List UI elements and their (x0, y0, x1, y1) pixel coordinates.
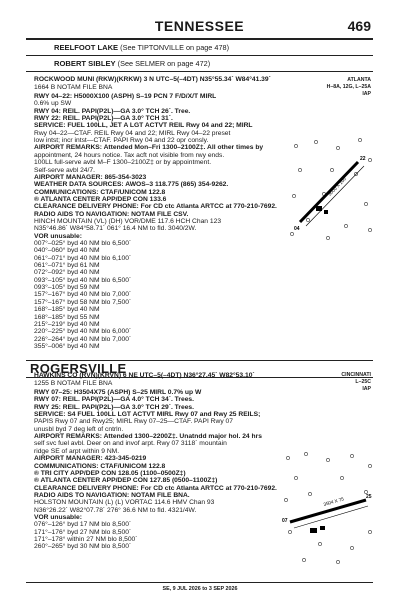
chart-refs-rockwood (327, 77, 371, 99)
info-line: 260°–265° byd 30 NM blo 8,500´ (34, 543, 132, 551)
info-line: HINCH MOUNTAIN (VL) (DH) VOR/DME 117.6 HCH Chan 123 (34, 217, 222, 225)
info-line: 171°–178° within 27 NM blo 8,500´ (34, 536, 138, 543)
info-line: low intst; incr intst—CTAF. PAPI Rwy 04 and 22 opr consly. (34, 137, 209, 145)
chart-ref: H–8A, 12G, L–25A (326, 84, 371, 91)
divider (26, 55, 373, 56)
header-rule (26, 38, 373, 40)
info-line: COMMUNICATIONS: CTAF/UNICOM 122.8 (34, 188, 166, 196)
info-line: WEATHER DATA SOURCES: AWOS–3 118.775 (865) 354-9262. (34, 181, 229, 189)
cross-ref-note: (See TIPTONVILLE on page 478) (120, 43, 230, 52)
state-title: TENNESSEE (154, 18, 245, 34)
info-line: N35°46.86´ W84°58.71´ 061° 16.4 NM to fld. 3040/2W. (34, 225, 197, 233)
cross-ref-name: ROBERT SIBLEY (54, 59, 116, 68)
info-line: 171°–176° byd 27 NM blo 8,500´ (34, 528, 132, 536)
runway-end-label: 22 (360, 156, 366, 162)
info-line: 157°–167° byd 40 NM blo 7,000´ (34, 291, 132, 299)
info-line: N36°26.22´ W82°07.78´ 276° 36.6 NM to fld. 4321/4W. (34, 506, 197, 514)
info-line: COMMUNICATIONS: CTAF/UNICOM 122.8 (34, 462, 166, 470)
info-line: RWY 07–25: H3504X75 (ASPH) S–25 MIRL 0.7% up W (34, 389, 202, 396)
info-line: HOLSTON MOUNTAIN (L) (L) VORTAC 114.6 HMV Chan 93 (34, 499, 215, 507)
cross-ref-robert-sibley[interactable] (54, 59, 210, 68)
info-line: 355°–006° byd 40 NM (34, 342, 100, 350)
info-line: 157°–167° byd 58 NM blo 7,500´ (34, 298, 132, 306)
info-line: SERVICE: FUEL 100LL, JET A LGT ACTVT REIL Rwy 04 and 22; MIRL (34, 122, 253, 130)
footer-rule (26, 582, 373, 583)
info-line: appointment, 24 hours notice. Tax acft not visible from rwy ends. (34, 151, 225, 159)
info-line: 168°–185° byd 40 NM (34, 306, 100, 314)
building (320, 526, 325, 530)
region-label: ATLANTA (347, 77, 371, 83)
info-line: AIRPORT MANAGER: 423-345-0219 (34, 455, 147, 463)
info-line: RWY 04: REIL. PAPI(P2L)—GA 3.0° TCH 26´. Tree. (34, 107, 191, 115)
divider (26, 71, 373, 72)
building (310, 528, 317, 533)
info-line: 093°–105° byd 40 NM blo 6,500´ (34, 276, 132, 284)
info-line: 100LL full-serve avbl M–F 1300–2100Z‡ or by appointment. (34, 159, 212, 167)
info-line: ® ATLANTA CENTER APP/DEP CON 127.85 (0500–1100Z‡) (34, 477, 218, 485)
info-line: 168°–185° byd 55 NM (34, 313, 100, 321)
airport-diagram-hawkins (280, 448, 378, 568)
cross-ref-reelfoot[interactable] (54, 43, 229, 52)
runway-end-label: 04 (294, 226, 300, 232)
info-line: PAPIS Rwy 07 and Rwy25; MIRL Rwy 07–25—CTAF. PAPI Rwy 07 (34, 418, 233, 426)
runway-end-label: 07 (282, 518, 288, 524)
info-line: SERVICE: S4 FUEL 100LL LGT ACTVT MIRL Rwy 07 and Rwy 25 REILS; (34, 411, 261, 419)
info-line: AIRPORT REMARKS: Attended Mon–Fri 1300–2100Z‡. All other times by (34, 144, 264, 152)
airport-elev-hawkins: 1255 B NOTAM FILE BNA (34, 380, 113, 387)
cross-ref-note: (See SELMER on page 472) (117, 59, 211, 68)
info-line: AIRPORT MANAGER: 865-354-3023 (34, 173, 147, 181)
airport-title-rockwood: ROCKWOOD MUNI (RKW)(KRKW) 3 N UTC–5(–4DT) N35°55.34´ W84°41.39´ (34, 76, 271, 83)
runway-dimension-label: 5000 X 100 (327, 176, 348, 197)
info-line: 093°–105° byd 59 NM (34, 284, 100, 292)
taxiway (306, 166, 364, 226)
tree-symbols (284, 452, 371, 563)
airport-elev-rockwood: 1664 B NOTAM FILE BNA (34, 84, 113, 91)
info-line: RWY 04–22: H5000X100 (ASPH) S–19 PCN 7 F/D/X/T MIRL (34, 93, 217, 100)
info-line: RWY 22: REIL. PAPI(P2L)—GA 3.0° TCH 31´. (34, 115, 173, 123)
info-line: 220°–225° byd 40 NM blo 6,000´ (34, 328, 132, 336)
page-number: 469 (347, 18, 371, 34)
info-line: 040°–060° byd 40 NM (34, 247, 100, 255)
iap-label: IAP (362, 386, 371, 393)
iap-label: IAP (362, 91, 371, 98)
info-line: 0.6% up SW (34, 100, 72, 108)
info-line: CLEARANCE DELIVERY PHONE: For CD ctc Atlanta ARTCC at 770-210-7692. (34, 203, 277, 211)
runway-end-label: 25 (366, 494, 372, 500)
info-line: CLEARANCE DELIVERY PHONE: For CD ctc Atlanta ARTCC at 770-210-7692. (34, 484, 277, 492)
info-line: AIRPORT REMARKS: Attended 1300–2200Z‡. Unatndd major hol. 24 hrs (34, 433, 262, 441)
info-line: RWY 25: REIL. PAPI(P2L)—GA 3.0° TCH 29´. Trees. (34, 403, 194, 411)
info-line: unusbl byd 7 deg left of cntrln. (34, 425, 124, 433)
info-line: ® ATLANTA CENTER APP/DEP CON 133.6 (34, 195, 167, 203)
info-line: 061°–071° byd 40 NM blo 6,100´ (34, 254, 132, 262)
effective-dates: SE, 9 JUL 2026 to 3 SEP 2026 (162, 586, 238, 592)
info-line: VOR unusable: (34, 513, 82, 521)
info-line: Rwy 04–22—CTAF. REIL Rwy 04 and 22; MIRL Rwy 04–22 preset (34, 129, 231, 137)
info-line: 061°–071° byd 61 NM (34, 262, 100, 270)
info-line: RADIO AIDS TO NAVIGATION: NOTAM FILE CSV. (34, 210, 189, 218)
page-header (26, 14, 373, 40)
info-line: Self-serve avbl 24/7. (34, 166, 95, 174)
info-line: RWY 07: REIL. PAPI(P2L)—GA 4.0° TCH 34´. Trees. (34, 396, 194, 404)
cross-ref-name: REELFOOT LAKE (54, 43, 119, 52)
info-line: 007°–025° byd 40 NM blo 6,500´ (34, 240, 132, 247)
info-line: self svc fuel avbl. Deer on and invof arpt. Rwy 07 3118´ mountain (34, 440, 227, 448)
info-line: 215°–219° byd 40 NM (34, 320, 100, 328)
info-line: 072°–092° byd 40 NM (34, 269, 100, 277)
info-line: ® TRI CITY APP/DEP CON 128.05 (1100–0500Z‡) (34, 469, 186, 477)
building (324, 210, 328, 214)
runway-dimension-label: 3504 X 75 (322, 496, 345, 507)
info-line: ridge SE of arpt within 9 NM. (34, 447, 120, 455)
airport-title-hawkins: HAWKINS CO (RVN)(KRVN) 6 NE UTC–5(–4DT) N36°27.45´ W82°53.10´ (34, 372, 255, 379)
info-line: 226°–264° byd 40 NM blo 7,000´ (34, 335, 132, 343)
region-label: CINCINNATI (341, 372, 371, 378)
chart-refs-hawkins (341, 372, 371, 394)
building (316, 206, 322, 211)
info-line: 076°–126° byd 17 NM blo 8,500´ (34, 521, 132, 529)
info-line: RADIO AIDS TO NAVIGATION: NOTAM FILE BNA. (34, 491, 190, 499)
info-line: VOR unusable: (34, 232, 82, 240)
city-name: ROGERSVILLE (30, 361, 127, 376)
airport-diagram-rockwood (286, 134, 378, 246)
chart-ref: L–25C (355, 379, 371, 386)
